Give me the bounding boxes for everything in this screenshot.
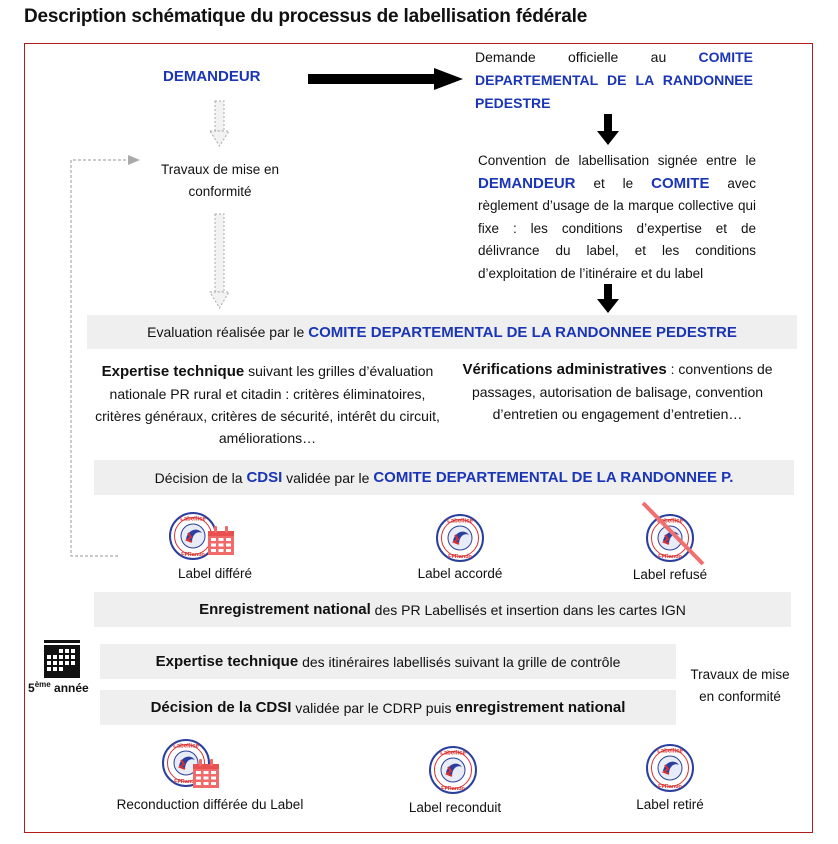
decision1-prefix: Décision de la xyxy=(154,469,243,486)
convention-comite: COMITE xyxy=(651,174,710,192)
evaluation-org: COMITE DEPARTEMENTAL DE LA RANDONNEE PEDESTRE xyxy=(308,323,737,341)
decision1-mid: validée par le xyxy=(286,469,370,486)
evaluation-prefix: Evaluation réalisée par le xyxy=(147,324,305,340)
year-sup: ème xyxy=(34,680,51,689)
decision2-text: validée par le CDRP puis xyxy=(295,699,452,716)
label-renewed-icon xyxy=(428,745,478,795)
outcome-label-refused xyxy=(615,500,725,592)
request-org: COMITE DEPARTEMENTAL DE LA RANDONNEE PEDESTRE xyxy=(475,49,753,111)
expertise-text: suivant les grilles d’évaluation nationale PR rural et citadin : critères éliminatoires, critères généraux, critères de sécurité, intérêt du circuit, améliorations… xyxy=(95,363,440,446)
expertise2-text: des itinéraires labellisés suivant la grille de contrôle xyxy=(302,653,621,670)
outcome-label-renewed xyxy=(395,745,515,819)
label-withdrawn-icon xyxy=(645,743,695,793)
decision1-org: COMITE DEPARTEMENTAL DE LA RANDONNEE P. xyxy=(373,469,734,486)
convention-part2: et le xyxy=(593,175,634,191)
convention-text xyxy=(478,150,756,285)
year-word: année xyxy=(54,681,89,695)
outcome-label-text: Reconduction différée du Label xyxy=(116,797,304,812)
expertise-technique xyxy=(95,360,440,449)
outcome-label-granted xyxy=(405,510,515,592)
decision-cdsi-bar xyxy=(94,460,794,495)
request-prefix: Demande officielle au xyxy=(475,49,667,65)
label-deferred-icon xyxy=(168,510,248,562)
arrow-down-icon xyxy=(597,114,619,146)
arrow-down-icon xyxy=(597,284,619,314)
enregistrement-text: des PR Labellisés et insertion dans les cartes IGN xyxy=(374,601,686,618)
expertise-controle-bar xyxy=(100,644,676,679)
dashed-arrow-down-icon xyxy=(205,100,235,150)
outcome-label-text: Label différé xyxy=(177,566,253,581)
travaux-right-line2: en conformité xyxy=(699,689,781,704)
outcome-renewal-deferred xyxy=(95,737,325,819)
decision-cdsi-cdrp-bar xyxy=(100,690,676,725)
label-refused-icon xyxy=(637,500,707,566)
outcome-label-deferred xyxy=(160,510,270,592)
travaux-top-line1: Travaux de mise en xyxy=(160,162,280,177)
outcome-label-withdrawn xyxy=(615,743,725,819)
evaluation-bar xyxy=(87,315,797,349)
convention-demandeur: DEMANDEUR xyxy=(478,174,576,192)
fifth-year-label xyxy=(28,680,89,695)
page-title: Description schématique du processus de labellisation fédérale xyxy=(24,6,588,27)
convention-part1: Convention de labellisation signée entre le xyxy=(478,153,756,168)
travaux-right-line1: Travaux de mise xyxy=(690,667,790,682)
outcome-label-text: Label retiré xyxy=(636,797,704,812)
expertise2-bold: Expertise technique xyxy=(155,653,299,670)
travaux-top-line2: conformité xyxy=(188,184,252,199)
convention-part3: avec règlement d’usage de la marque collective qui fixe : les conditions d’expertise et de délivrance du label, et les conditions d’exploitation de l’itinéraire et du label xyxy=(478,175,756,281)
label-renewal-deferred-icon xyxy=(161,737,241,791)
decision2-bold1: Décision de la CDSI xyxy=(150,699,292,716)
calendar-icon xyxy=(44,640,80,678)
arrow-right-icon xyxy=(308,68,463,90)
enregistrement-national-bar xyxy=(94,592,791,627)
decision1-cdsi: CDSI xyxy=(246,469,283,486)
verifications-title: Vérifications administratives xyxy=(462,361,667,378)
dashed-arrow-down-icon xyxy=(205,213,235,311)
outcome-label-text: Label refusé xyxy=(632,567,708,582)
feedback-loop-arrow-icon xyxy=(66,150,146,562)
verifications-text: : conventions de passages, autorisation de balisage, convention d’entretien ou engagement d’entretien… xyxy=(471,361,773,422)
official-request xyxy=(475,46,753,115)
travaux-right xyxy=(680,664,800,708)
verifications-administratives xyxy=(440,358,795,425)
label-granted-icon xyxy=(435,513,485,563)
expertise-title: Expertise technique xyxy=(101,363,245,380)
year-num: 5 xyxy=(28,681,35,695)
travaux-top xyxy=(145,159,295,203)
enregistrement-bold: Enregistrement national xyxy=(199,601,371,618)
outcome-label-text: Label accordé xyxy=(417,566,503,581)
outcome-label-text: Label reconduit xyxy=(408,800,502,815)
demandeur-label: DEMANDEUR xyxy=(163,68,261,85)
decision2-bold2: enregistrement national xyxy=(455,699,626,716)
